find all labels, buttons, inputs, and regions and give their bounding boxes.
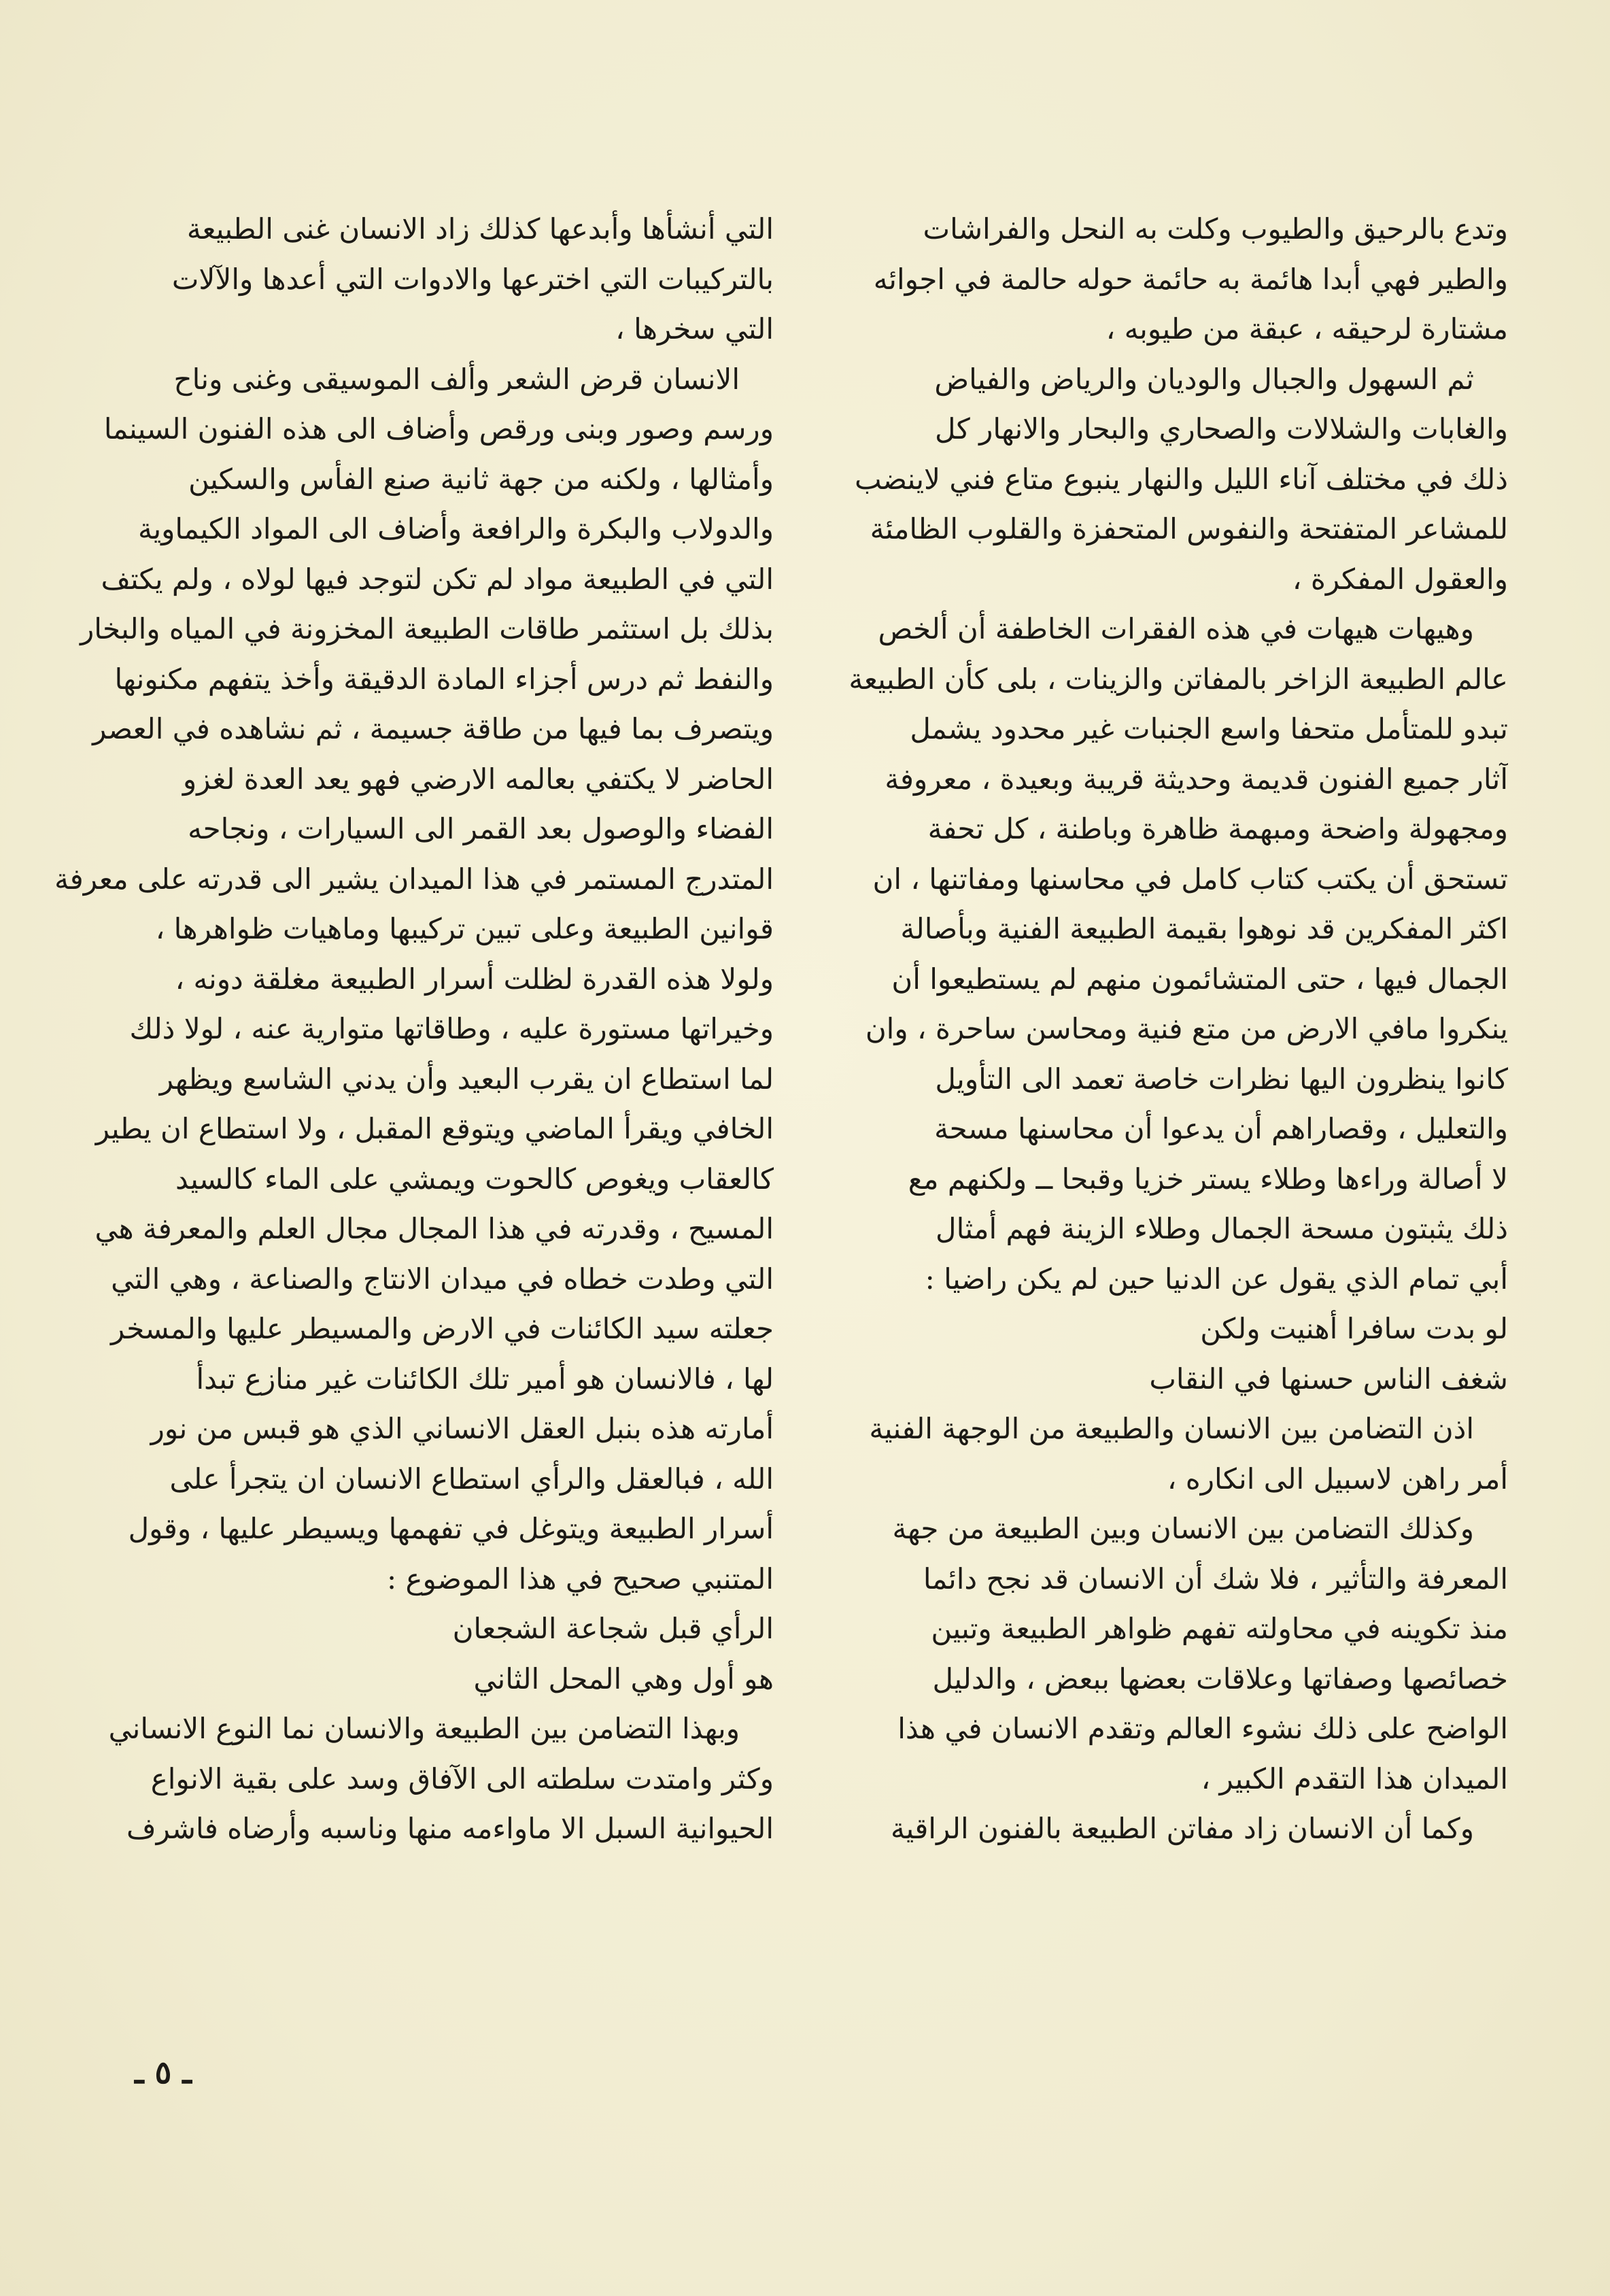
text-line: المتنبي صحيح في هذا الموضوع : [386, 1561, 774, 1596]
text-line: والنفط ثم درس أجزاء المادة الدقيقة وأخذ يتفهم مكنونها [114, 662, 774, 696]
page-number: ـ ٥ ـ [135, 2054, 192, 2091]
text-line: الانسان قرض الشعر وألف الموسيقى وغنى وناح [173, 362, 740, 396]
verse-line: الرأي قبل شجاعة الشجعان [452, 1612, 774, 1645]
text-line: والغابات والشلالات والصحاري والبحار والانهار كل [934, 412, 1508, 445]
text-line: لما استطاع ان يقرب البعيد وأن يدني الشاسع ويظهر [159, 1062, 774, 1096]
text-line: الخافي ويقرأ الماضي ويتوقع المقبل ، ولا استطاع ان يطير [95, 1112, 774, 1145]
text-line: الواضح على ذلك نشوء العالم وتقدم الانسان في هذا [897, 1712, 1508, 1745]
text-line: منذ تكوينه في محاولته تفهم ظواهر الطبيعة وتبين [931, 1612, 1508, 1645]
text-line: وبهذا التضامن بين الطبيعة والانسان نما النوع الانساني [108, 1712, 740, 1745]
text-line: وكثر وامتدت سلطته الى الآفاق وسد على بقية الانواع [150, 1761, 774, 1795]
text-line: المسيح ، وقدرته في هذا المجال مجال العلم والمعرفة هي [95, 1212, 774, 1245]
text-line: وكذلك التضامن بين الانسان وبين الطبيعة من جهة [892, 1512, 1474, 1545]
text-line: والعقول المفكرة ، [1292, 562, 1508, 596]
text-line: اكثر المفكرين قد نوهوا بقيمة الطبيعة الفنية وبأصالة [900, 912, 1508, 945]
text-line: الجمال فيها ، حتى المتشائمون منهم لم يستطيعوا أن [891, 962, 1508, 996]
text-line: التي سخرها ، [615, 312, 774, 345]
text-line: اذن التضامن بين الانسان والطبيعة من الوجهة الفنية [869, 1412, 1474, 1445]
text-line: آثار جميع الفنون قديمة وحديثة قريبة وبعيدة ، معروفة [885, 762, 1508, 796]
text-line: وأمثالها ، ولكنه من جهة ثانية صنع الفأس والسكين [188, 462, 774, 496]
text-line: خصائصها وصفاتها وعلاقات بعضها ببعض ، والدليل [932, 1661, 1508, 1695]
text-line: لا أصالة وراءها وطلاء يستر خزيا وقبحا ــ ولكنهم مع [908, 1162, 1508, 1196]
text-line: وكما أن الانسان زاد مفاتن الطبيعة بالفنون الراقية [891, 1812, 1474, 1845]
text-line: بذلك بل استثمر طاقات الطبيعة المخزونة في المياه والبخار [80, 612, 774, 645]
text-line: ذلك في مختلف آناء الليل والنهار ينبوع متاع فني لاينضب [855, 462, 1508, 496]
text-line: التي في الطبيعة مواد لم تكن لتوجد فيها لولاه ، ولم يكتف [101, 562, 774, 596]
text-line: كالعقاب ويغوص كالحوت ويمشي على الماء كالسيد [175, 1162, 774, 1196]
text-line: المتدرج المستمر في هذا الميدان يشير الى قدرته على معرفة [54, 862, 774, 896]
text-line: أسرار الطبيعة ويتوغل في تفهمها ويسيطر عليها ، وقول [128, 1512, 774, 1545]
text-line: ويتصرف بما فيها من طاقة جسيمة ، ثم نشاهده في العصر [92, 712, 774, 745]
text-line: بالتركيبات التي اخترعها والادوات التي أعدها والآلات [171, 262, 774, 296]
text-line: ورسم وصور وبنى ورقص وأضاف الى هذه الفنون السينما [103, 412, 774, 445]
text-line: أمارته هذه بنبل العقل الانساني الذي هو قبس من نور [150, 1412, 774, 1445]
text-line: الله ، فبالعقل والرأي استطاع الانسان ان يتجرأ على [169, 1462, 774, 1496]
text-line: تبدو للمتأمل متحفا واسع الجنبات غير محدود يشمل [910, 712, 1508, 745]
text-line: ينكروا مافي الارض من متع فنية ومحاسن ساحرة ، وان [865, 1012, 1508, 1045]
text-line: والطير فهي أبدا هائمة به حائمة حوله حالمة في اجوائه [873, 262, 1508, 296]
text-line: والدولاب والبكرة والرافعة وأضاف الى المواد الكيماوية [137, 512, 774, 545]
text-line: والتعليل ، وقصاراهم أن يدعوا أن محاسنها مسحة [934, 1112, 1508, 1145]
text-line: التي وطدت خطاه في ميدان الانتاج والصناعة ، وهي التي [111, 1262, 774, 1296]
text-line: وهيهات هيهات في هذه الفقرات الخاطفة أن ألخص [878, 612, 1474, 645]
text-line: تستحق أن يكتب كتاب كامل في محاسنها ومفاتنها ، ان [872, 862, 1508, 896]
text-line: وخيراتها مستورة عليه ، وطاقاتها متوارية عنه ، لولا ذلك [129, 1012, 774, 1045]
text-line: لها ، فالانسان هو أمير تلك الكائنات غير منازع تبدأ [196, 1362, 774, 1396]
text-line: المعرفة والتأثير ، فلا شك أن الانسان قد نجح دائما [923, 1561, 1508, 1596]
text-line: الحيوانية السبل الا ماواءمه منها وناسبه وأرضاه فاشرف [126, 1812, 774, 1845]
text-line: أمر راهن لاسبيل الى انكاره ، [1167, 1462, 1508, 1496]
text-line: ومجهولة واضحة ومبهمة ظاهرة وباطنة ، كل تحفة [927, 812, 1508, 845]
text-line: ذلك يثبتون مسحة الجمال وطلاء الزينة فهم أمثال [936, 1212, 1508, 1245]
verse-line: شغف الناس حسنها في النقاب [1149, 1362, 1508, 1396]
text-line: الميدان هذا التقدم الكبير ، [1201, 1761, 1508, 1795]
text-line: عالم الطبيعة الزاخر بالمفاتن والزينات ، بلى كأن الطبيعة [849, 662, 1508, 696]
text-line: أبي تمام الذي يقول عن الدنيا حين لم يكن راضيا : [925, 1262, 1508, 1296]
text-line: وتدع بالرحيق والطيوب وكلت به النحل والفراشات [923, 212, 1508, 246]
text-line: الحاضر لا يكتفي بعالمه الارضي فهو يعد العدة لغزو [182, 762, 774, 796]
text-line: جعلته سيد الكائنات في الارض والمسيطر عليها والمسخر [111, 1312, 774, 1345]
verse-line: لو بدت سافرا أهنيت ولكن [1200, 1312, 1508, 1345]
text-line: ولولا هذه القدرة لظلت أسرار الطبيعة مغلقة دونه ، [175, 962, 774, 996]
text-line: ثم السهول والجبال والوديان والرياض والفياض [934, 362, 1474, 396]
text-line: التي أنشأها وأبدعها كذلك زاد الانسان غنى الطبيعة [186, 212, 774, 246]
text-line: للمشاعر المتفتحة والنفوس المتحفزة والقلوب الظامئة [870, 512, 1508, 545]
text-line: قوانين الطبيعة وعلى تبين تركيبها وماهيات ظواهرها ، [155, 912, 774, 945]
verse-line: هو أول وهي المحل الثاني [473, 1661, 774, 1695]
text-line: مشتارة لرحيقه ، عبقة من طيوبه ، [1106, 312, 1508, 345]
text-column-left [39, 204, 774, 2013]
text-line: كانوا ينظرون اليها نظرات خاصة تعمد الى التأويل [935, 1062, 1508, 1096]
text-column-right [781, 204, 1508, 2013]
text-line: الفضاء والوصول بعد القمر الى السيارات ، ونجاحه [188, 812, 774, 845]
